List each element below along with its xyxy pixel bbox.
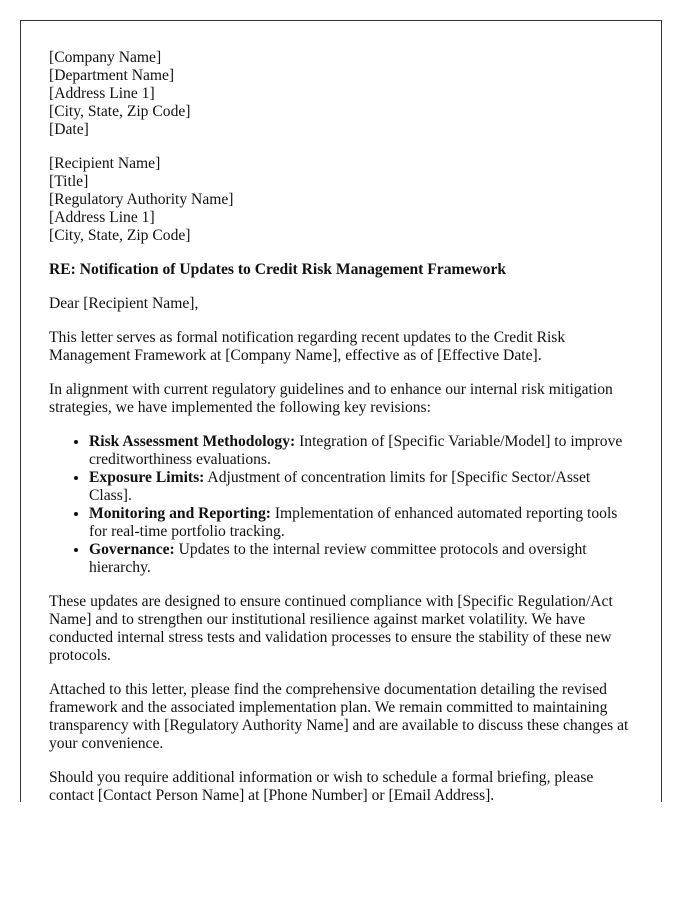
letter-viewport bbox=[20, 20, 662, 802]
sender-address-block bbox=[49, 49, 633, 139]
revision-text: Adjustment of concentration limits for [Specific Sector/Asset Class]. bbox=[89, 469, 591, 504]
recipient-address-block bbox=[49, 155, 633, 245]
contact-paragraph: Should you require additional information or wish to schedule a formal briefing, please contact [Contact Person Name] at [Phone Number] or [Email Address]. bbox=[49, 769, 594, 802]
sender-address: [Address Line 1] bbox=[49, 85, 155, 102]
revision-label: Governance: bbox=[89, 541, 175, 558]
letter-date: [Date] bbox=[49, 121, 89, 138]
revision-text: Updates to the internal review committee protocols and oversight hierarchy. bbox=[89, 541, 587, 576]
revision-item bbox=[89, 505, 633, 541]
recipient-address: [Address Line 1] bbox=[49, 209, 155, 226]
revision-item bbox=[89, 433, 633, 469]
sender-company: [Company Name] bbox=[49, 49, 162, 66]
recipient-title: [Title] bbox=[49, 173, 89, 190]
sender-department: [Department Name] bbox=[49, 67, 175, 84]
revision-text: Implementation of enhanced automated reporting tools for real-time portfolio tracking. bbox=[89, 505, 618, 540]
recipient-authority: [Regulatory Authority Name] bbox=[49, 191, 234, 208]
lead-in-paragraph: In alignment with current regulatory guidelines and to enhance our internal risk mitigation strategies, we have implemented the following key revisions: bbox=[49, 381, 613, 416]
revision-label: Risk Assessment Methodology: bbox=[89, 433, 296, 450]
salutation: Dear [Recipient Name], bbox=[49, 295, 199, 312]
revision-item bbox=[89, 541, 633, 577]
intro-paragraph: This letter serves as formal notification regarding recent updates to the Credit Risk Management Framework at [Company Name], effective as of [Effective Date]. bbox=[49, 329, 566, 364]
recipient-name: [Recipient Name] bbox=[49, 155, 161, 172]
revision-item bbox=[89, 469, 633, 505]
revision-label: Monitoring and Reporting: bbox=[89, 505, 271, 522]
letter-document bbox=[20, 20, 662, 802]
subject-line: RE: Notification of Updates to Credit Risk Management Framework bbox=[49, 261, 507, 278]
attachment-paragraph: Attached to this letter, please find the comprehensive documentation detailing the revised framework and the associated implementation plan. We remain committed to maintaining transparency with [Regulatory Authority Name] and are available to discuss these changes at your convenience. bbox=[49, 681, 629, 752]
sender-city-state-zip: [City, State, Zip Code] bbox=[49, 103, 191, 120]
recipient-city-state-zip: [City, State, Zip Code] bbox=[49, 227, 191, 244]
revision-text: Integration of [Specific Variable/Model] to improve creditworthiness evaluations. bbox=[89, 433, 623, 468]
compliance-paragraph: These updates are designed to ensure continued compliance with [Specific Regulation/Act Name] and to strengthen our institutional resilience against market volatility. We have conducted internal stress tests and validation processes to ensure the stability of these new protocols. bbox=[49, 593, 613, 664]
revision-label: Exposure Limits: bbox=[89, 469, 205, 486]
revisions-list bbox=[49, 433, 633, 577]
